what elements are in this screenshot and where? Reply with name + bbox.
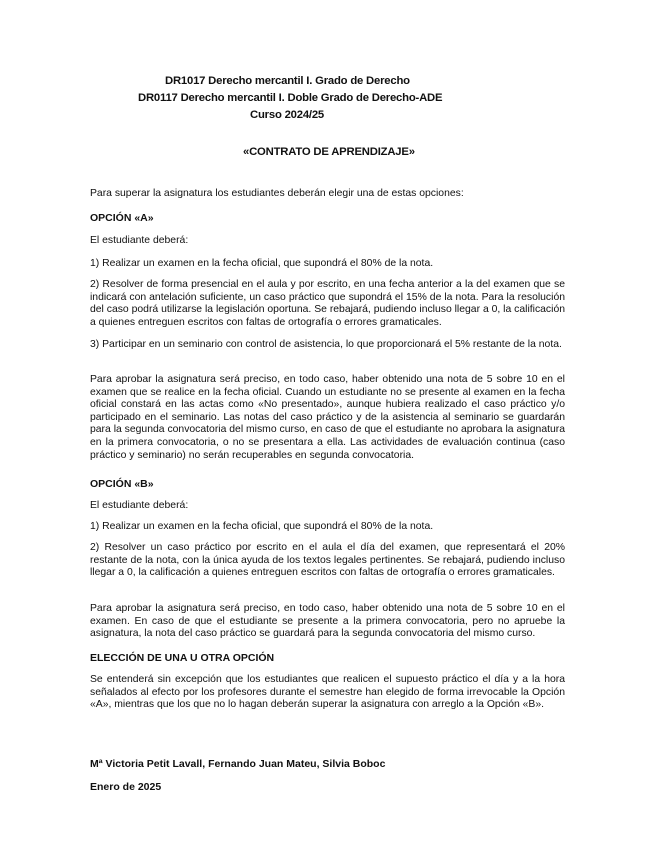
authors: Mª Victoria Petit Lavall, Fernando Juan Mateu, Silvia Boboc (90, 758, 386, 770)
option-b-lead: El estudiante deberá: (90, 500, 189, 511)
option-b-item-2: 2) Resolver un caso práctico por escrito en el aula el día del examen, que representará el 20% restante de la nota, con la única ayuda de los textos legales pertinentes. Se rebajará, pudiendo incluso llegar a 0, la calificación a quienes entreguen escritos con faltas de ortografía o errores gramaticales. (90, 542, 565, 579)
course-title-1: DR1017 Derecho mercantil I. Grado de Derecho (165, 75, 410, 87)
option-a-heading: OPCIÓN «A» (90, 212, 154, 224)
contract-title: «CONTRATO DE APRENDIZAJE» (243, 146, 415, 158)
option-a-item-1: 1) Realizar un examen en la fecha oficial, que supondrá el 80% de la nota. (90, 258, 434, 269)
option-a-item-2: 2) Resolver de forma presencial en el aula y por escrito, en una fecha anterior a la del examen que se indicará con antelación suficiente, un caso práctico que supondrá el 15% de la nota. Para la resolución del caso podrá utilizarse la legislación oportuna. Se rebajará, pudiendo incluso llegar a 0, la calificación a quienes entreguen escritos con faltas de ortografía o errores gramaticales. (90, 279, 565, 328)
course-year: Curso 2024/25 (250, 109, 325, 121)
course-title-2: DR0117 Derecho mercantil I. Doble Grado de Derecho-ADE (138, 92, 443, 104)
document-date: Enero de 2025 (90, 781, 162, 793)
option-a-pass-rules: Para aprobar la asignatura será preciso, en todo caso, haber obtenido una nota de 5 sobre 10 en el examen que se realice en la fecha oficial. Cuando un estudiante no se presente al examen en la fecha oficial constará en las actas como «No presentado», aunque hubiera realizado el caso práctico y/o participado en el seminario. Las notas del caso práctico y de la asistencia al seminario se guardarán para la segunda convocatoria del mismo curso, en caso de que el estudiante no aprobara la asignatura en la primera convocatoria, o no se presentara a ella. Las actividades de evaluación continua (caso práctico y seminario) no serán recuperables en segunda convocatoria. (90, 374, 565, 461)
option-b-heading: OPCIÓN «B» (90, 478, 154, 490)
intro-text: Para superar la asignatura los estudiantes deberán elegir una de estas opciones: (90, 188, 464, 199)
option-b-item-1: 1) Realizar un examen en la fecha oficial, que supondrá el 80% de la nota. (90, 521, 434, 532)
election-text: Se entenderá sin excepción que los estudiantes que realicen el supuesto práctico el día y a la hora señalados al efecto por los profesores durante el semestre han elegido de forma irrevocable la Opción «A», mientras que los que no lo hagan deberán superar la asignatura con arreglo a la Opción «B». (90, 674, 565, 711)
option-a-lead: El estudiante deberá: (90, 235, 189, 246)
option-b-pass-rules: Para aprobar la asignatura será preciso, en todo caso, haber obtenido una nota de 5 sobre 10 en el examen. En caso de que el estudiante se presente a la primera convocatoria, pero no apruebe la asignatura, la nota del caso práctico se guardará para la segunda convocatoria del mismo curso. (90, 603, 565, 640)
option-a-item-3: 3) Participar en un seminario con control de asistencia, lo que proporcionará el 5% restante de la nota. (90, 339, 562, 350)
election-heading: ELECCIÓN DE UNA U OTRA OPCIÓN (90, 652, 275, 664)
